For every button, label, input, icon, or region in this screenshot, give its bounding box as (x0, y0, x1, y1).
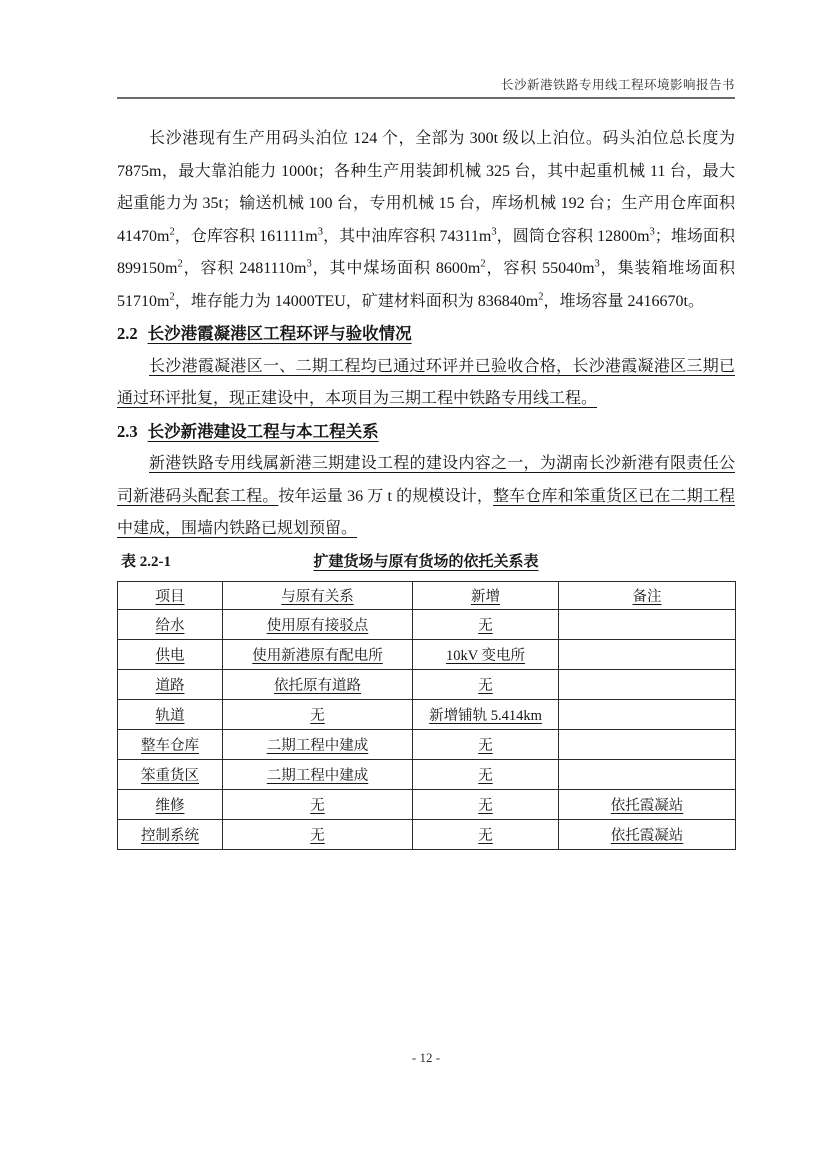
table-row (118, 699, 736, 729)
table-cell (559, 819, 736, 849)
cell-text: 无 (310, 707, 325, 724)
section-2-2-paragraph-text: 长沙港霞凝港区一、二期工程均已通过环评并已验收合格，长沙港霞凝港区三期已通过环评批复，现正建设中，本项目为三期工程中铁路专用线工程。 (117, 357, 735, 407)
cell-text: 笨重货区 (141, 767, 199, 784)
table-cell (118, 639, 223, 669)
cell-text: 给水 (155, 617, 185, 634)
cell-text: 整车仓库 (141, 737, 199, 754)
table-row (118, 819, 736, 849)
table-cell (118, 609, 223, 639)
table-cell (223, 759, 413, 789)
table-cell (559, 699, 736, 729)
table-row (118, 789, 736, 819)
table-caption-title: 扩建货场与原有货场的依托关系表 (313, 553, 539, 570)
section-2-2-number: 2.2 (117, 324, 138, 343)
table-cell (118, 669, 223, 699)
header-cell-text: 项目 (155, 588, 185, 605)
table-header-row (118, 581, 736, 609)
table-cell (118, 729, 223, 759)
table-row (118, 729, 736, 759)
cell-text: 轨道 (155, 707, 185, 724)
table-cell (413, 639, 559, 669)
table-cell (413, 819, 559, 849)
table-row (118, 639, 736, 669)
cell-text: 无 (310, 827, 325, 844)
table-row (118, 759, 736, 789)
table-cell (559, 759, 736, 789)
cell-text: 使用原有接驳点 (266, 617, 369, 634)
table-caption (117, 548, 735, 576)
table-cell (413, 759, 559, 789)
table-cell (223, 699, 413, 729)
cell-text: 无 (310, 797, 325, 814)
table-header-cell (413, 581, 559, 609)
table-cell (118, 789, 223, 819)
cell-text: 新增铺轨 5.414km (429, 707, 542, 724)
table-header-cell (118, 581, 223, 609)
cell-text: 无 (478, 617, 493, 634)
section-2-3-paragraph: 新港铁路专用线属新港三期建设工程的建设内容之一，为湖南长沙新港有限责任公司新港码头配套工程。按年运量 36 万 t 的规模设计，整车仓库和笨重货区已在二期工程中建成，围墙内铁路已规划预留。 (117, 455, 735, 537)
table-cell (413, 699, 559, 729)
table-cell (559, 669, 736, 699)
header-cell-text: 新增 (471, 588, 500, 605)
table-header-cell (223, 581, 413, 609)
table-cell (559, 639, 736, 669)
cell-text: 控制系统 (141, 827, 199, 844)
cell-text: 依托原有道路 (274, 677, 361, 694)
cell-text: 维修 (155, 797, 185, 814)
header-cell-text: 备注 (632, 588, 662, 605)
table-row (118, 609, 736, 639)
table-cell (223, 789, 413, 819)
table-cell (118, 699, 223, 729)
table-cell (559, 609, 736, 639)
cell-text: 供电 (155, 647, 185, 664)
table-cell (223, 729, 413, 759)
page-footer (117, 1050, 735, 1066)
doc-header-title: 长沙新港铁路专用线工程环境影响报告书 (500, 78, 735, 92)
section-2-3-title: 长沙新港建设工程与本工程关系 (147, 421, 379, 441)
cell-text: 依托霞凝站 (610, 797, 684, 814)
cell-text: 二期工程中建成 (266, 767, 369, 784)
table-caption-label: 表 2.2-1 (121, 553, 171, 570)
dependency-table (117, 581, 736, 850)
header-cell-text: 与原有关系 (281, 588, 354, 605)
section-2-2-heading (117, 318, 735, 351)
section-2-2-title: 长沙港霞凝港区工程环评与验收情况 (147, 324, 412, 343)
table-cell (413, 669, 559, 699)
cell-text: 二期工程中建成 (266, 737, 369, 754)
table-cell (413, 609, 559, 639)
table-header-cell (559, 581, 736, 609)
cell-text: 无 (478, 677, 493, 694)
cell-text: 无 (478, 797, 493, 814)
cell-text: 使用新港原有配电所 (252, 647, 383, 664)
table-cell (223, 609, 413, 639)
table-cell (559, 789, 736, 819)
cell-text: 10kV 变电所 (445, 647, 526, 664)
cell-text: 无 (478, 737, 493, 754)
cell-text: 道路 (155, 677, 185, 694)
table-cell (223, 819, 413, 849)
cell-text: 无 (478, 767, 493, 784)
cell-text: 无 (478, 827, 493, 844)
table-cell (118, 819, 223, 849)
table-row (118, 669, 736, 699)
section-2-2-paragraph (117, 351, 735, 416)
table-cell (413, 789, 559, 819)
table-cell (559, 729, 736, 759)
table-cell (118, 759, 223, 789)
page-number: - 12 - (411, 1050, 441, 1065)
table-cell (223, 639, 413, 669)
cell-text: 依托霞凝站 (610, 827, 684, 844)
section-2-3-number: 2.3 (117, 421, 138, 441)
header-rule (117, 97, 735, 99)
paragraph-port-stats: 长沙港现有生产用码头泊位 124 个，全部为 300t 级以上泊位。码头泊位总长度为 7875m，最大靠泊能力 1000t；各种生产用装卸机械 325 台，其中起重机械 11 台，最大起重能力为 35t；输送机械 100 台，专用机械 15 台，库场机械 192 台；生产用仓库面积 $41470m^2$，仓库容积 $161111m^3$，其中油库容积 $74311m^3$，圆筒仓容积 $12800m^3$；堆场面积 $899150m^2$，容积 $2481110m^3$，其中煤场面积 $8600m^2$，容积 $55040m^3$，集装箱堆场面积 $51710m^2$，堆存能力为 14000TEU，矿建材料面积为 $836840m^2$，堆场容量 2416670t。 (117, 130, 735, 310)
page-content (117, 0, 735, 850)
table-cell (413, 729, 559, 759)
section-2-3-heading (117, 416, 735, 449)
table-cell (223, 669, 413, 699)
